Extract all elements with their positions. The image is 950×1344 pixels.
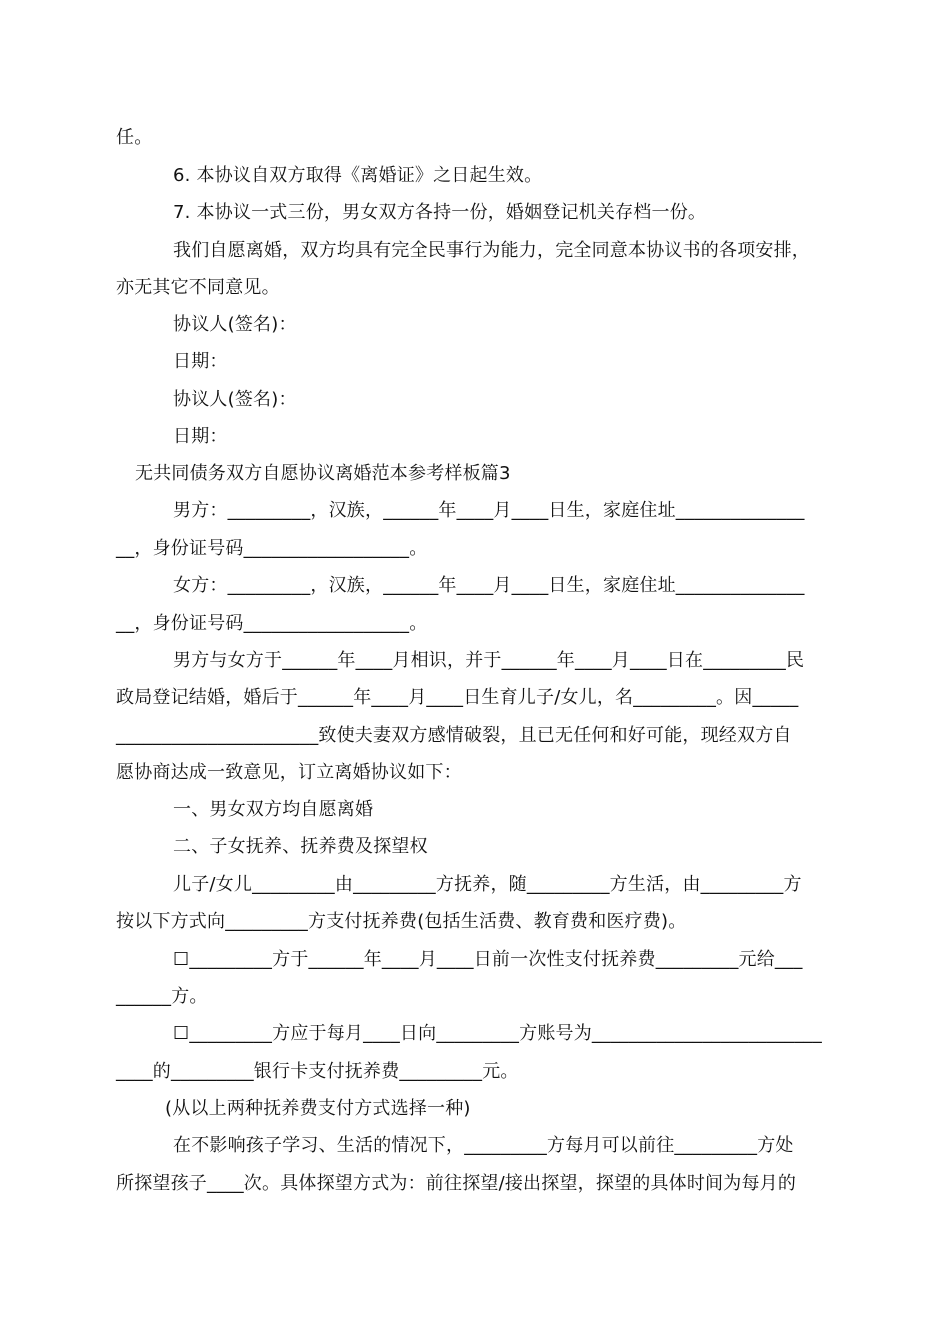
text-line: 协议人(签名)： [173,389,297,410]
text-line: 儿子/女儿_________由_________方抚养，随_________方生活，由_________方 [173,874,802,895]
text-line: 按以下方式向_________方支付抚养费(包括生活费、教育费和医疗费)。 [116,911,687,932]
text-line: 男方与女方于______年____月相识，并于______年____月____日在_________民 [173,650,805,671]
text-line: ____的_________银行卡支付抚养费_________元。 [116,1061,519,1082]
text-line: 7. 本协议一式三份，男女双方各持一份，婚姻登记机关存档一份。 [173,202,707,223]
text-line: ☐_________方于______年____月____日前一次性支付抚养费_________元给___ [173,949,803,970]
text-line: 男方：_________，汉族，______年____月____日生，家庭住址______________ [173,500,805,521]
text-line: 愿协商达成一致意见，订立离婚协议如下： [116,762,462,783]
text-line: (从以上两种抚养费支付方式选择一种) [165,1098,471,1119]
text-line: ______________________致使夫妻双方感情破裂，且已无任何和好可能，现经双方自 [116,725,792,746]
text-line: 我们自愿离婚，双方均具有完全民事行为能力，完全同意本协议书的各项安排， [173,240,810,261]
text-line: ☐_________方应于每月____日向_________方账号为_________________________ [173,1023,822,1044]
text-line: 所探望孩子____次。具体探望方式为：前往探望/接出探望，探望的具体时间为每月的 [116,1173,797,1194]
text-line: 日期： [173,426,228,447]
text-line: 女方：_________，汉族，______年____月____日生，家庭住址______________ [173,575,805,596]
text-line: 政局登记结婚，婚后于______年____月____日生育儿子/女儿，名_________。因_____ [116,687,799,708]
text-line: 协议人(签名)： [173,314,297,335]
text-line: ______方。 [116,986,208,1007]
text-line: 6. 本协议自双方取得《离婚证》之日起生效。 [173,165,543,186]
text-line: __，身份证号码__________________。 [116,613,428,634]
text-line: 亦无其它不同意见。 [116,277,280,298]
text-line: 一、男女双方均自愿离婚 [173,799,374,820]
section-heading: 无共同债务双方自愿协议离婚范本参考样板篇3 [135,463,511,484]
text-line: 在不影响孩子学习、生活的情况下，_________方每月可以前往_________方处 [173,1135,794,1156]
text-line: __，身份证号码__________________。 [116,538,428,559]
text-line: 日期： [173,351,228,372]
text-line: 二、子女抚养、抚养费及探望权 [173,836,428,857]
text-line: 任。 [116,127,153,148]
